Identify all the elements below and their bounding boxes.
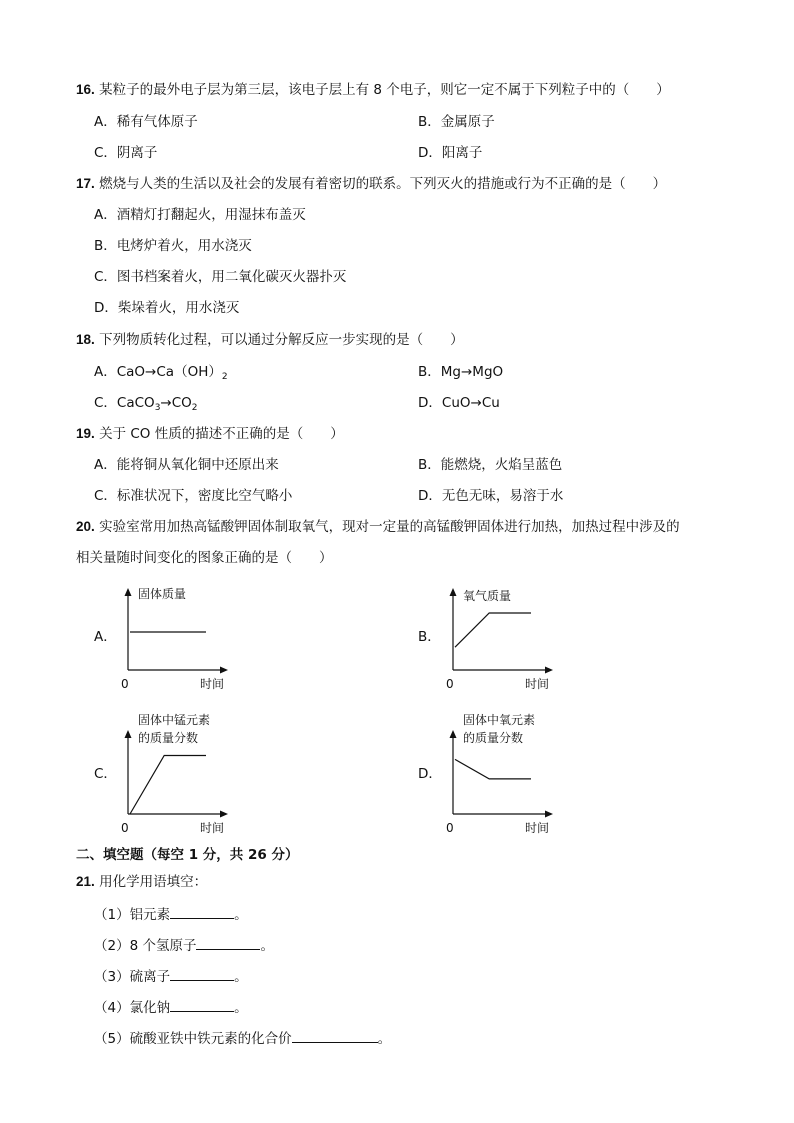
x-axis-label: 时间 — [525, 677, 550, 691]
fill-label: （2）8 个氢原子 — [94, 938, 197, 954]
option-b: B． — [418, 629, 441, 645]
question-17 — [76, 174, 666, 194]
option-d: D．柴垛着火，用水浇灭 — [94, 300, 240, 316]
x-axis-label: 时间 — [200, 821, 225, 835]
fill-item-3 — [94, 965, 248, 987]
option-d: D． — [418, 766, 442, 782]
fill-label: （3）硫离子 — [94, 969, 171, 985]
y-axis-label-line2: 的质量分数 — [138, 731, 199, 745]
y-axis-label: 固体质量 — [138, 587, 187, 601]
x-axis-label: 时间 — [525, 821, 550, 835]
question-stem: 实验室常用加热高锰酸钾固体制取氧气，现对一定量的高锰酸钾固体进行加热，加热过程中涉及的 — [99, 519, 680, 535]
y-axis-arrow — [125, 588, 132, 596]
question-number: 18. — [76, 332, 95, 347]
y-axis-label-line1: 固体中锰元素 — [138, 713, 211, 727]
option-c: C． — [94, 766, 117, 782]
chart-b-svg — [437, 582, 567, 692]
option-d: D．CuO→Cu — [418, 395, 500, 411]
fill-label: （1）铝元素 — [94, 907, 171, 923]
series-line — [130, 756, 206, 815]
option-d: D．阳离子 — [418, 145, 483, 161]
y-axis-arrow — [450, 588, 457, 596]
option-c: C．标准状况下，密度比空气略小 — [94, 488, 293, 504]
section-title: 二、填空题（每空 1 分，共 26 分） — [76, 847, 299, 863]
y-axis-label-line2: 的质量分数 — [463, 731, 524, 745]
option-c-text-2: →CO — [160, 395, 192, 411]
question-18 — [76, 330, 464, 350]
option-c-text: C．CaCO — [94, 395, 155, 411]
fill-label: （5）硫酸亚铁中铁元素的化合价 — [94, 1031, 292, 1047]
chart-c — [112, 708, 242, 840]
option-c — [94, 393, 198, 418]
y-axis-label: 氧气质量 — [463, 589, 512, 603]
question-stem: 下列物质转化过程，可以通过分解反应一步实现的是（ ） — [99, 332, 464, 348]
x-axis-arrow — [545, 667, 553, 674]
fill-item-5 — [94, 1027, 391, 1049]
option-a: A． — [94, 629, 117, 645]
fill-end: 。 — [260, 938, 274, 954]
answer-blank[interactable] — [196, 934, 260, 950]
question-stem: 燃烧与人类的生活以及社会的发展有着密切的联系。下列灭火的措施或行为不正确的是（ ） — [99, 176, 667, 192]
question-stem: 用化学用语填空： — [99, 874, 208, 890]
fill-item-4 — [94, 996, 248, 1018]
subscript: 2 — [191, 403, 198, 413]
chart-a-svg — [112, 582, 242, 692]
x-axis-arrow — [220, 667, 228, 674]
subscript: 3 — [154, 403, 161, 413]
x-axis-arrow — [220, 811, 228, 818]
fill-end: 。 — [377, 1031, 392, 1047]
x-axis-label: 时间 — [200, 677, 225, 691]
chart-d-svg — [437, 708, 567, 836]
question-stem: 关于 CO 性质的描述不正确的是（ ） — [99, 426, 344, 442]
question-stem-line2: 相关量随时间变化的图象正确的是（ ） — [76, 550, 333, 566]
chart-a — [112, 582, 242, 696]
x-axis-arrow — [545, 811, 553, 818]
series-line — [455, 759, 531, 779]
answer-blank[interactable] — [170, 965, 234, 981]
origin-label: 0 — [446, 821, 454, 835]
origin-label: 0 — [121, 821, 129, 835]
answer-blank[interactable] — [170, 903, 234, 919]
option-b: B．Mg→MgO — [418, 364, 504, 380]
series-line — [455, 613, 531, 647]
option-b: B．金属原子 — [418, 114, 495, 130]
question-stem: 某粒子的最外电子层为第三层，该电子层上有 8 个电子，则它一定不属于下列粒子中的（ ） — [99, 82, 670, 98]
option-a: A．能将铜从氧化铜中还原出来 — [94, 457, 279, 473]
option-a-text: A．CaO→Ca（OH） — [94, 364, 222, 380]
option-c: C．阴离子 — [94, 145, 158, 161]
fill-item-2 — [94, 934, 274, 956]
question-number: 16. — [76, 82, 95, 97]
answer-blank[interactable] — [292, 1027, 378, 1043]
question-number: 21. — [76, 874, 95, 889]
question-20 — [76, 517, 680, 537]
chart-c-svg — [112, 708, 242, 836]
subscript: 2 — [221, 372, 228, 382]
option-a: A．酒精灯打翻起火，用湿抹布盖灭 — [94, 207, 306, 223]
question-21 — [76, 872, 207, 892]
answer-blank[interactable] — [170, 996, 234, 1012]
question-number: 17. — [76, 176, 95, 191]
fill-label: （4）氯化钠 — [94, 1000, 171, 1016]
option-a — [94, 362, 228, 387]
fill-item-1 — [94, 903, 248, 925]
question-16 — [76, 80, 670, 100]
chart-d — [437, 708, 567, 840]
question-number: 19. — [76, 426, 95, 441]
y-axis-label-line1: 固体中氧元素 — [463, 713, 536, 727]
question-number: 20. — [76, 519, 95, 534]
option-b: B．电烤炉着火，用水浇灭 — [94, 238, 252, 254]
option-c: C．图书档案着火，用二氧化碳灭火器扑灭 — [94, 269, 347, 285]
question-19 — [76, 424, 344, 444]
chart-b — [437, 582, 567, 696]
option-a: A．稀有气体原子 — [94, 114, 198, 130]
y-axis-arrow — [125, 730, 132, 738]
fill-end: 。 — [234, 1000, 248, 1016]
option-d: D．无色无味，易溶于水 — [418, 488, 564, 504]
origin-label: 0 — [121, 677, 129, 691]
fill-end: 。 — [234, 907, 248, 923]
fill-end: 。 — [234, 969, 248, 985]
origin-label: 0 — [446, 677, 454, 691]
option-b: B．能燃烧，火焰呈蓝色 — [418, 457, 563, 473]
y-axis-arrow — [450, 730, 457, 738]
